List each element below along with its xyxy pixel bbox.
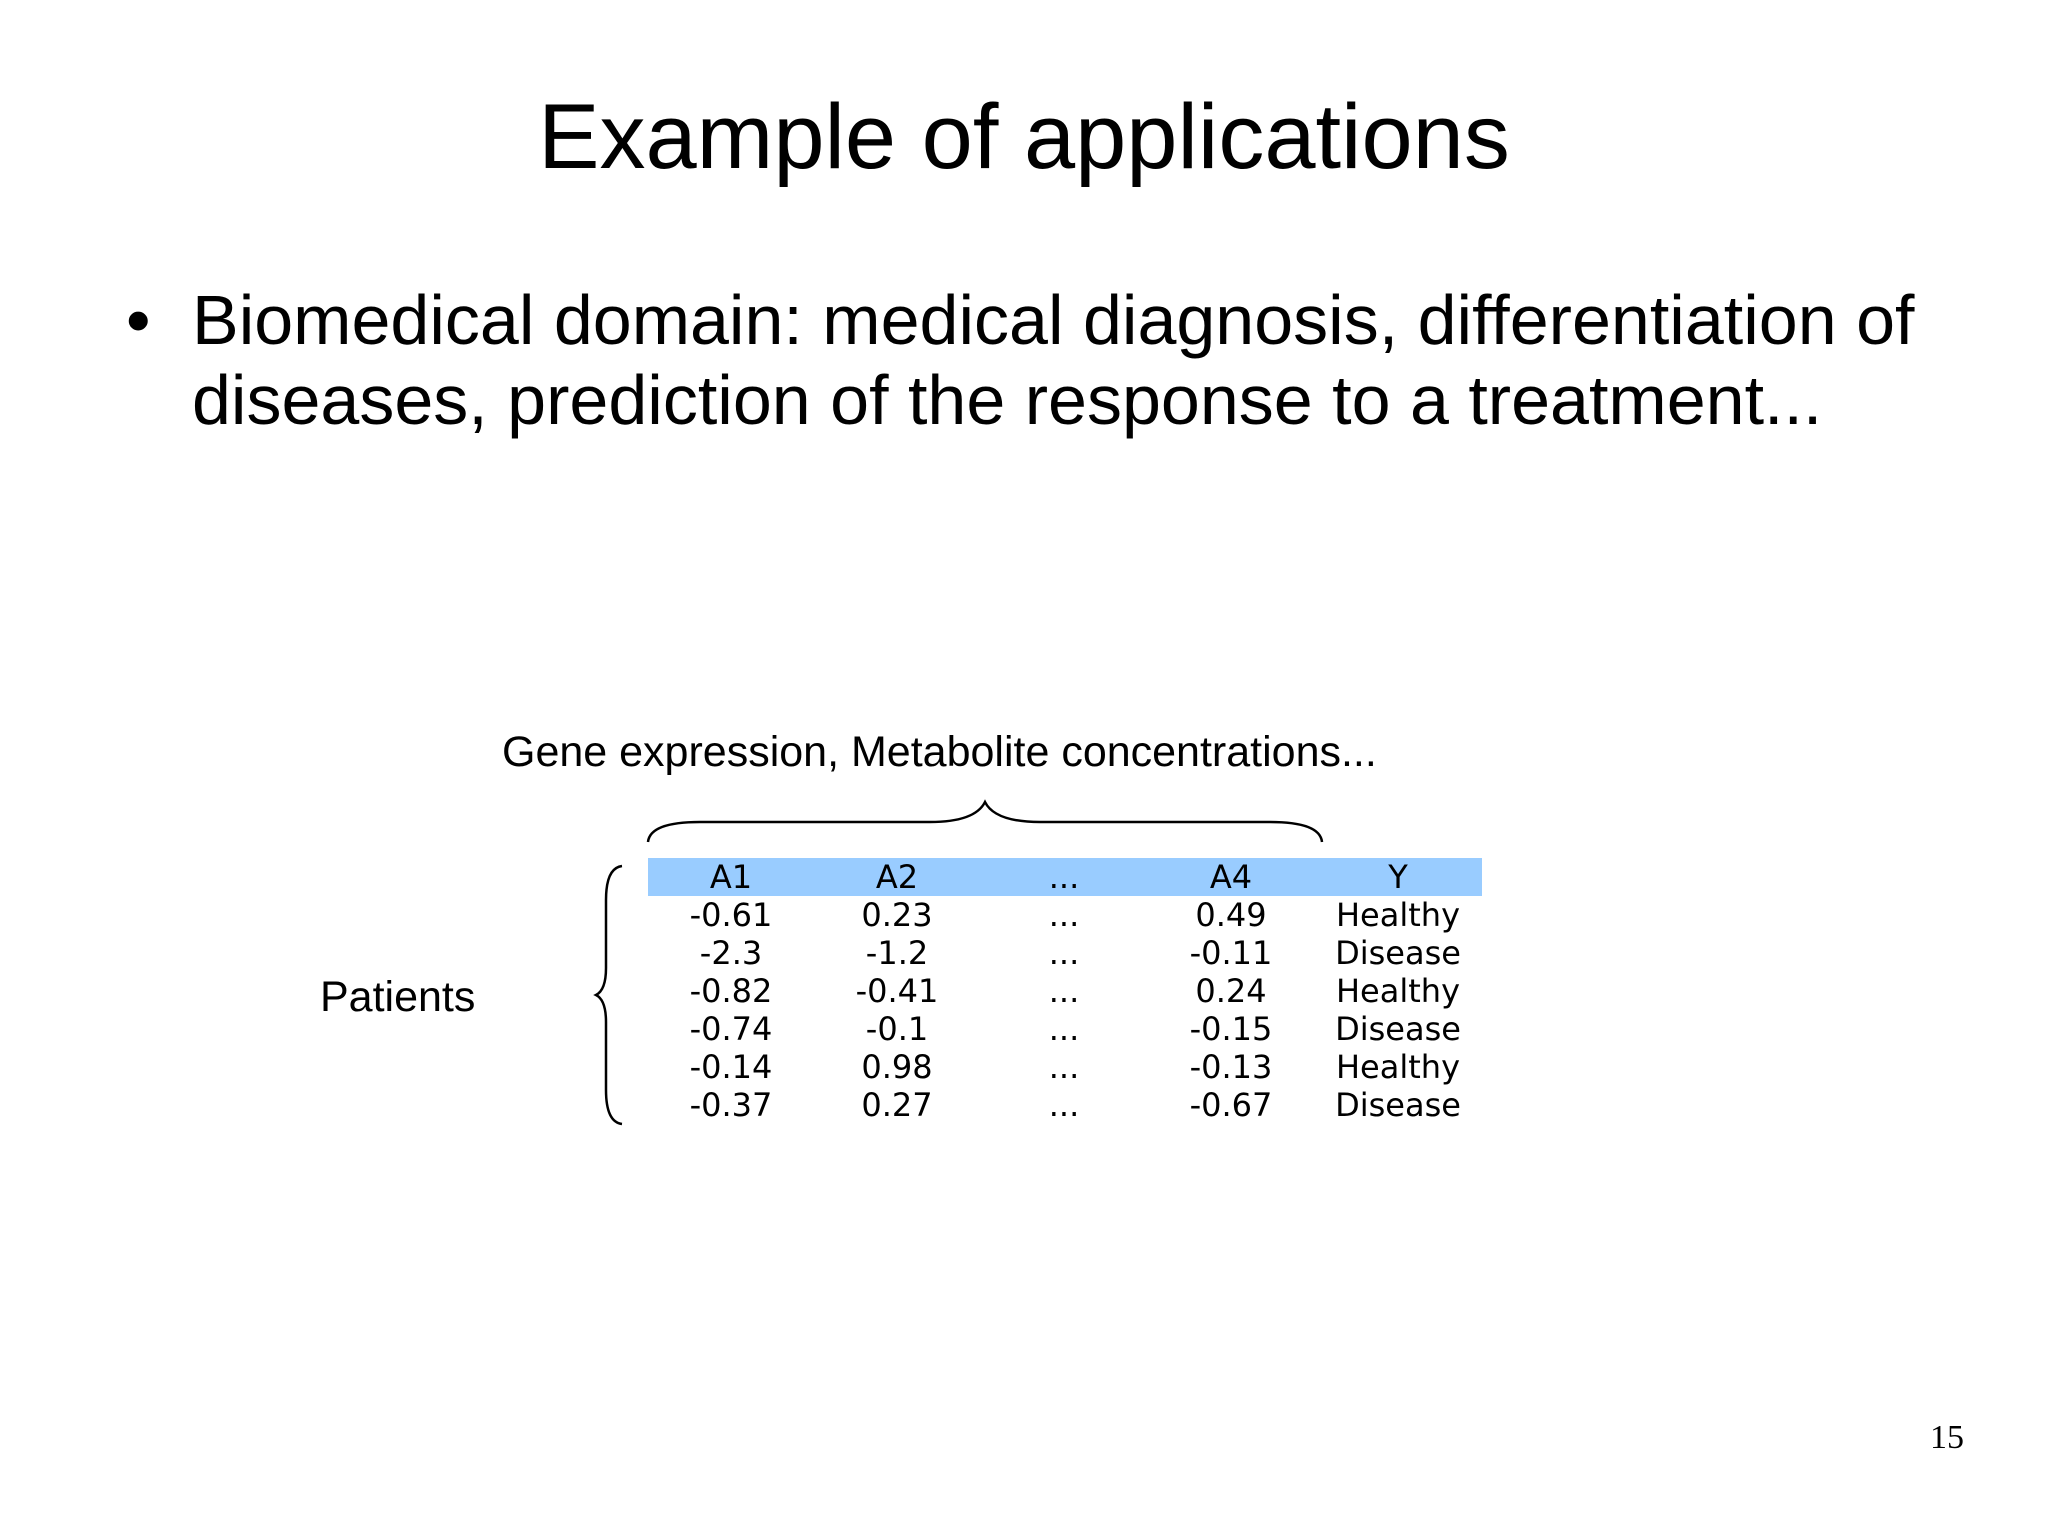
table-cell: -0.13 [1189,1048,1273,1086]
table-cell: -0.11 [1189,934,1273,972]
table-cell: -0.61 [689,896,773,934]
column-header: A4 [1209,858,1253,896]
table-row [648,972,1482,1010]
table-cell: Disease [1335,1086,1461,1124]
table-cell: Healthy [1335,1048,1460,1086]
table-cell: -1.2 [865,934,929,972]
table-cell: -0.74 [689,1010,773,1048]
table-cell: -0.37 [689,1086,773,1124]
table-cell: 0.49 [1195,896,1267,934]
table-cell: -0.15 [1189,1010,1273,1048]
table-row [648,934,1482,972]
table-cell: -0.14 [689,1048,773,1086]
table-cell: -2.3 [699,934,763,972]
page-number: 15 [1930,1419,1964,1456]
table-cell: -0.41 [855,972,939,1010]
table-row [648,896,1482,934]
table-cell: 0.23 [861,896,933,934]
table-cell: ... [1048,1086,1080,1124]
left-brace-icon [596,866,622,1124]
table-cell: ... [1048,896,1080,934]
table-cell: ... [1048,972,1080,1010]
table-cell: ... [1048,934,1080,972]
bullet-marker: • [126,281,151,359]
table-row [648,1048,1482,1086]
top-brace-icon [648,802,1322,842]
patients-label: Patients [320,973,476,1021]
table-cell: ... [1048,1010,1080,1048]
table-cell: 0.24 [1195,972,1267,1010]
table-cell: -0.67 [1189,1086,1273,1124]
table-header-row [648,858,1482,896]
table-cell: Disease [1335,1010,1461,1048]
table-cell: -0.1 [865,1010,929,1048]
bullet-text: Biomedical domain: medical diagnosis, differentiation of diseases, prediction of the response to a treatment... [192,281,1915,439]
column-header: A2 [875,858,919,896]
column-header: A1 [709,858,753,896]
table-cell: ... [1048,1048,1080,1086]
table-cell: -0.82 [689,972,773,1010]
bullet-item [120,280,1940,440]
column-header: ... [1048,858,1080,896]
bullet-list [120,280,1940,440]
table-cell: Healthy [1335,896,1460,934]
table-cell: 0.98 [861,1048,933,1086]
figure-caption: Gene expression, Metabolite concentrations... [502,728,1377,776]
slide-title: Example of applications [538,86,1510,188]
data-table [648,858,1482,1124]
table-cell: 0.27 [861,1086,933,1124]
table-row [648,1010,1482,1048]
table-row [648,1086,1482,1124]
table-cell: Disease [1335,934,1461,972]
column-header: Y [1388,858,1408,896]
table-cell: Healthy [1335,972,1460,1010]
